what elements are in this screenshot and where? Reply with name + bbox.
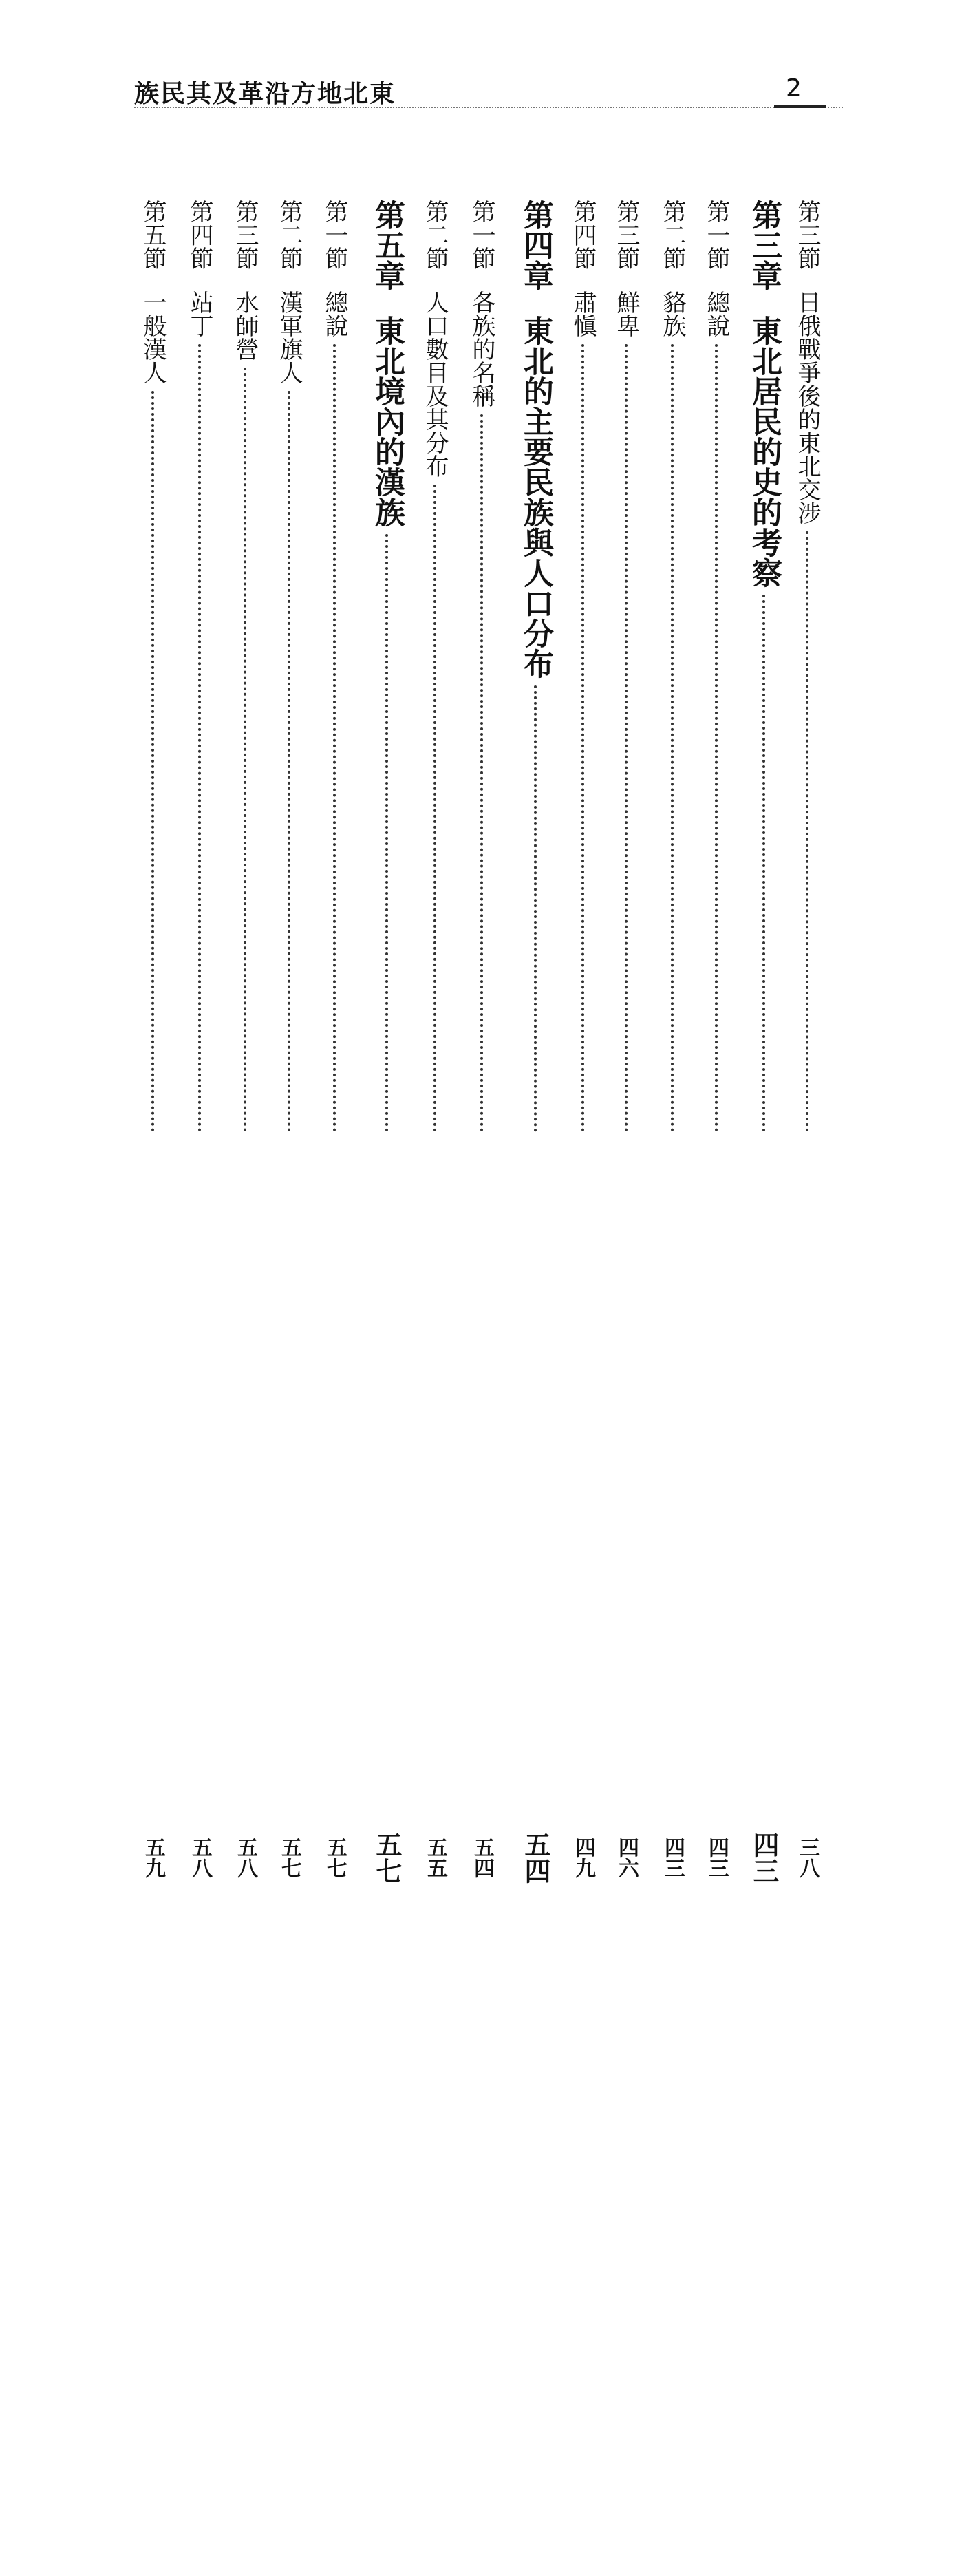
toc-entry-title: 總說 (321, 290, 348, 337)
toc-entry-page: 五四 (470, 1837, 494, 1878)
toc-entry (367, 200, 406, 1884)
toc-entry-page: 四三 (661, 1837, 685, 1878)
toc-entry-page: 五八 (188, 1837, 212, 1878)
toc-entry (655, 200, 689, 1878)
toc-entry-number: 第五節 (139, 200, 167, 270)
toc-entry (699, 200, 733, 1878)
toc-entry-page: 五七 (372, 1831, 403, 1884)
toc-entry-page: 四六 (614, 1837, 639, 1878)
toc-entry (744, 200, 783, 1884)
running-title: 族民其及革沿方地北東 (134, 79, 396, 108)
toc-entry-title: 鮮卑 (612, 290, 640, 337)
toc-entry (790, 200, 824, 1878)
toc-entry-title: 站丁 (186, 290, 213, 337)
toc-entry-title: 日俄戰爭後的東北交涉 (793, 290, 821, 524)
toc-entry (272, 200, 306, 1878)
dot-leader (534, 685, 537, 1132)
toc-entry (136, 200, 170, 1878)
dot-leader (762, 595, 765, 1132)
toc-entry (418, 200, 452, 1878)
dot-leader (625, 344, 628, 1132)
toc-entry (609, 200, 643, 1878)
toc-entry-number: 第一節 (468, 200, 495, 270)
toc-entry-page: 四三 (749, 1831, 780, 1884)
toc-entry-title: 各族的名稱 (468, 290, 495, 407)
dot-leader (806, 531, 808, 1132)
header-rule (134, 107, 843, 108)
toc-entry-title: 貉族 (658, 290, 686, 337)
toc-entry-number: 第四節 (569, 200, 597, 270)
toc-entry-number: 第四章 (518, 200, 553, 290)
toc-entry (317, 200, 352, 1878)
toc-entry-title: 水師營 (231, 290, 259, 361)
toc-entry-number: 第三節 (231, 200, 259, 270)
dot-leader (151, 391, 154, 1132)
toc-entry-page: 五四 (520, 1831, 551, 1884)
toc-entry-page: 五九 (141, 1837, 165, 1878)
toc-entry-title: 東北境內的漢族 (369, 315, 405, 527)
toc-entry-page: 三八 (795, 1837, 819, 1878)
toc-entry-number: 第三節 (793, 200, 821, 270)
toc-entry-title: 肅愼 (569, 290, 597, 337)
dot-leader (480, 414, 483, 1132)
toc-entry-title: 東北的主要民族與人口分布 (518, 315, 553, 679)
toc-entry-page: 五七 (323, 1837, 347, 1878)
dot-leader (198, 344, 201, 1132)
dot-leader (715, 344, 718, 1132)
toc-entry-page: 四三 (705, 1837, 729, 1878)
toc-entry-title: 人口數目及其分布 (421, 290, 449, 478)
toc-entry-page: 五七 (277, 1837, 301, 1878)
dot-leader (244, 368, 246, 1132)
page-number-underline (774, 105, 826, 108)
toc-entry (566, 200, 600, 1878)
toc-entry-number: 第二節 (275, 200, 303, 270)
dot-leader (671, 344, 674, 1132)
toc-entry-number: 第三節 (612, 200, 640, 270)
toc-entry (228, 200, 262, 1878)
toc-entry-number: 第五章 (369, 200, 405, 290)
toc-entry-number: 第一節 (703, 200, 730, 270)
dot-leader (433, 485, 436, 1132)
toc-entry (516, 200, 555, 1884)
dot-leader (581, 344, 584, 1132)
toc-entry-title: 總說 (703, 290, 730, 337)
toc-entry-title: 東北居民的史的考察 (747, 315, 782, 588)
dot-leader (385, 534, 388, 1132)
toc-entry-number: 第三章 (747, 200, 782, 290)
toc-entry-page: 五五 (423, 1837, 447, 1878)
toc-entry (182, 200, 217, 1878)
toc-entry-number: 第二節 (421, 200, 449, 270)
page-number: 2 (786, 74, 802, 103)
dot-leader (333, 344, 336, 1132)
toc-entry-page: 五八 (233, 1837, 257, 1878)
toc-entry-number: 第一節 (321, 200, 348, 270)
toc-entry-page: 四九 (571, 1837, 595, 1878)
toc-entry-title: 一般漢人 (139, 290, 167, 384)
toc-entry-number: 第四節 (186, 200, 213, 270)
toc-entry (464, 200, 499, 1878)
dot-leader (288, 391, 290, 1132)
toc-entry-title: 漢軍旗人 (275, 290, 303, 384)
toc-entry-number: 第二節 (658, 200, 686, 270)
